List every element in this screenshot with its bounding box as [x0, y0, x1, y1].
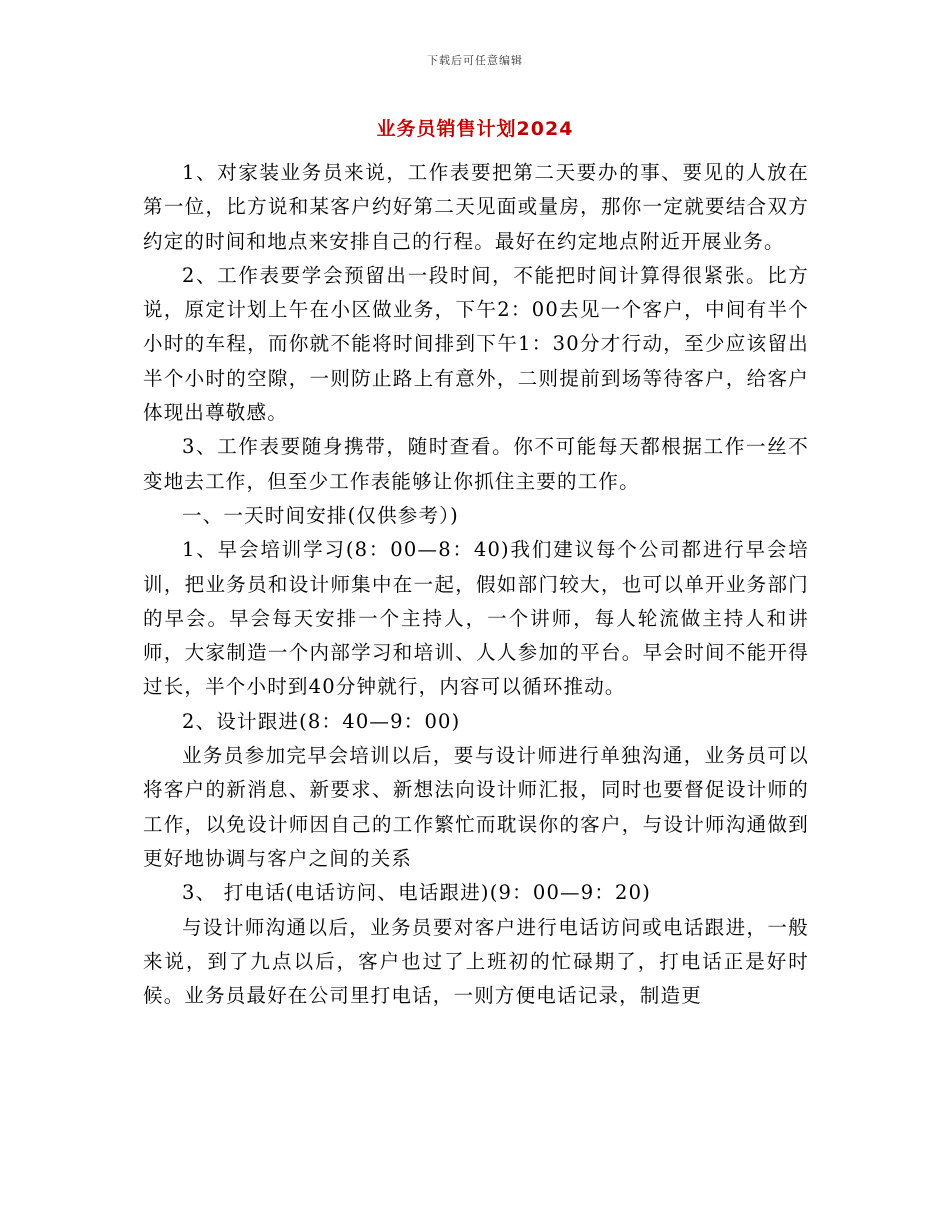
- section-heading: 一、一天时间安排(仅供参考）): [182, 503, 459, 527]
- paragraph: 1、对家装业务员来说，工作表要把第二天要办的事、要见的人放在第一位，比方说和某客户约好第二天见面或量房，那你一定就要结合双方约定的时间和地点来安排自己的行程。最好在约定地点附近开展业务。: [143, 161, 809, 253]
- page-header-note: 下载后可任意编辑: [427, 54, 523, 67]
- paragraph: 3、工作表要随身携带，随时查看。你不可能每天都根据工作一丝不变地去工作，但至少工作表能够让你抓住主要的工作。: [143, 435, 809, 493]
- paragraph: 与设计师沟通以后，业务员要对客户进行电话访问或电话跟进，一般来说，到了九点以后，客户也过了上班初的忙碌期了，打电话正是好时候。业务员最好在公司里打电话，一则方便电话记录，制造更: [143, 915, 809, 1008]
- subsection-heading: 2、设计跟进(8：40—9：00): [182, 709, 461, 733]
- subsection-heading: 3、 打电话(电话访问、电话跟进)(9：00—9：20): [182, 881, 652, 905]
- document-body: [143, 156, 809, 1013]
- paragraph: 2、工作表要学会预留出一段时间，不能把时间计算得很紧张。比方说，原定计划上午在小区做业务，下午2：00去见一个客户，中间有半个小时的车程，而你就不能将时间排到下午1：30分才行动，至少应该留出半个小时的空隙，一则防止路上有意外，二则提前到场等待客户，给客户体现出尊敬感。: [143, 263, 809, 425]
- paragraph: 1、早会培训学习(8：00—8：40)我们建议每个公司都进行早会培训，把业务员和设计师集中在一起，假如部门较大，也可以单开业务部门的早会。早会每天安排一个主持人，一个讲师，每人轮流做主持人和讲师，大家制造一个内部学习和培训、人人参加的平台。早会时间不能开得过长，半个小时到40分钟就行，内容可以循环推动。: [143, 538, 809, 699]
- document-title: 业务员销售计划2024: [376, 118, 574, 140]
- paragraph: 业务员参加完早会培训以后，要与设计师进行单独沟通，业务员可以将客户的新消息、新要求、新想法向设计师汇报，同时也要督促设计师的工作，以免设计师因自己的工作繁忙而耽误你的客户，与设计师沟通做到更好地协调与客户之间的关系: [143, 744, 809, 870]
